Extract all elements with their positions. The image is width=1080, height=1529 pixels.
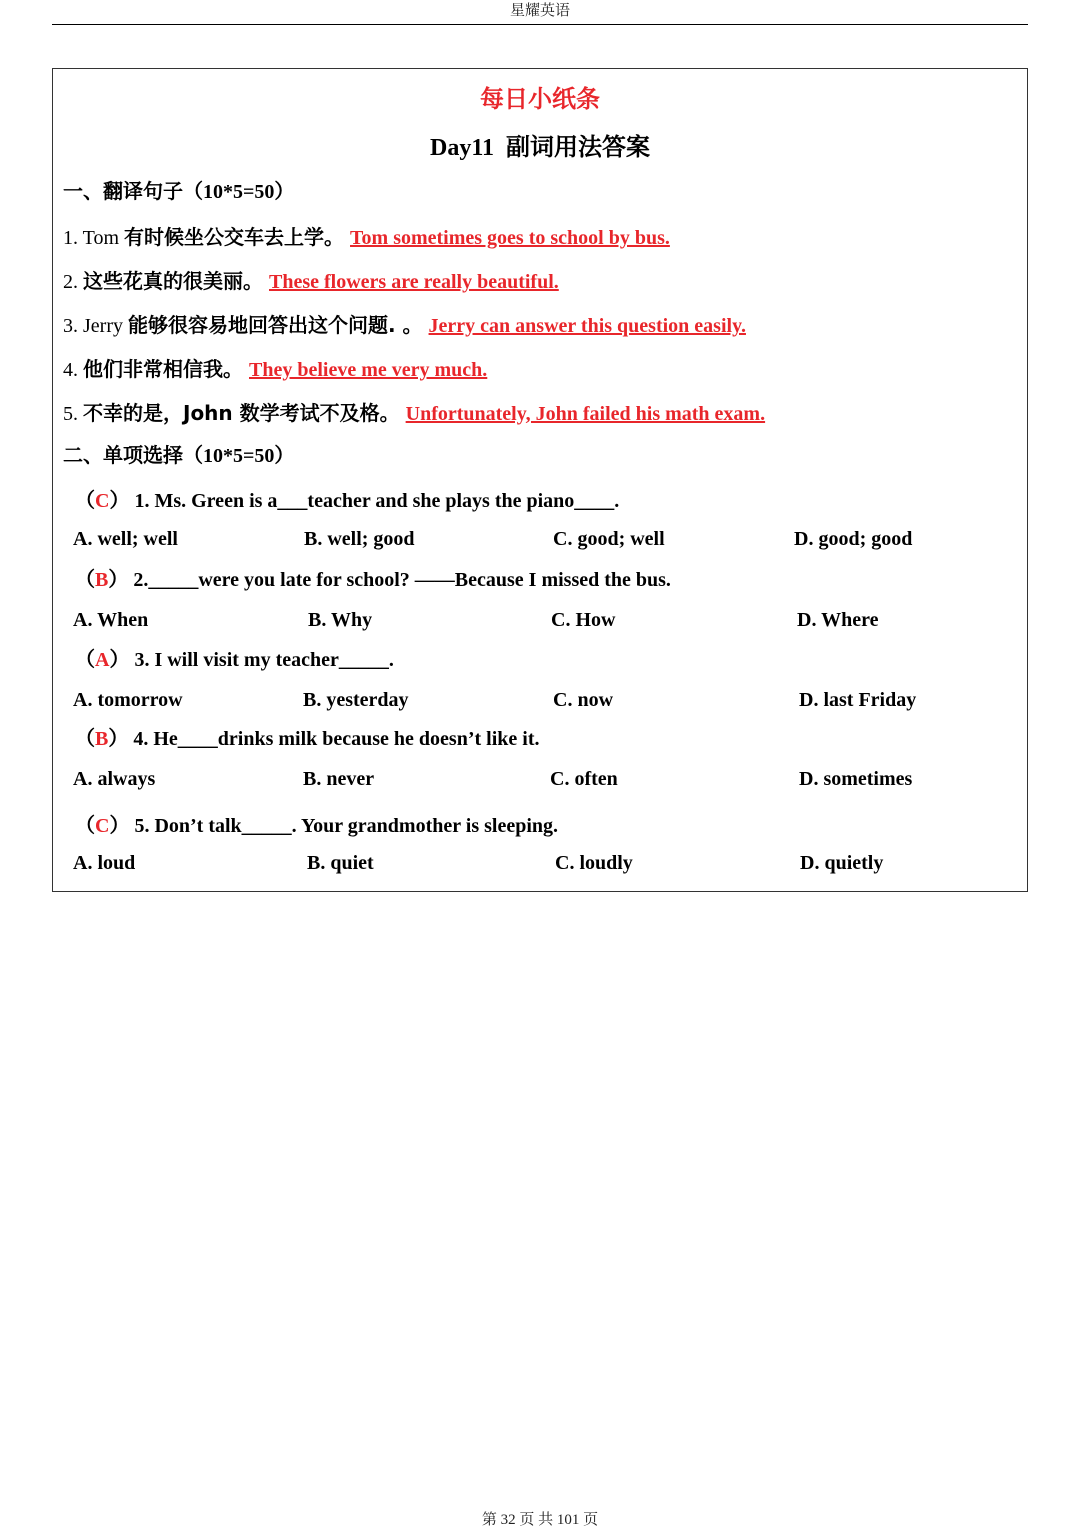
translation-item (63, 265, 559, 294)
option-a: A. When (73, 609, 149, 631)
section-label: 二、单项选择（ (63, 443, 203, 467)
translation-item (63, 397, 765, 426)
option-d: D. Where (797, 609, 879, 631)
option-c: C. often (550, 768, 618, 790)
item-chinese: 这些花真的很美丽。 (83, 269, 263, 293)
option-d: D. quietly (800, 852, 884, 874)
section-label: 一、翻译句子（ (63, 179, 203, 203)
option-c: C. How (551, 609, 616, 631)
question-stem (75, 563, 671, 592)
section-score: 10*5=50 (203, 445, 275, 467)
answer-close: ） (108, 567, 129, 591)
answer-open: （ (75, 813, 95, 837)
item-number: 1. (63, 227, 83, 249)
question-text: 1. Ms. Green is a___teacher and she plays the piano____. (129, 490, 620, 512)
answer-close: ） (109, 813, 130, 837)
item-answer: They believe me very much. (249, 359, 488, 381)
section-heading-choice (63, 439, 294, 468)
answer-close: ） (109, 647, 130, 671)
page-title: 每日小纸条 (480, 85, 600, 113)
content-box (52, 68, 1028, 892)
translation-item (63, 221, 670, 250)
question-text: 4. He____drinks milk because he doesn’t like it. (128, 728, 540, 750)
option-b: B. well; good (304, 528, 415, 550)
item-number: 3. (63, 315, 83, 337)
answer-close: ） (109, 488, 130, 512)
section-heading-translation (63, 175, 294, 204)
item-number: 4. (63, 359, 83, 381)
answer-letter: C (95, 490, 110, 512)
option-b: B. quiet (307, 852, 374, 874)
item-number: 5. (63, 403, 83, 425)
option-c: C. now (553, 689, 614, 711)
option-d: D. sometimes (799, 768, 913, 790)
answer-letter: C (95, 815, 110, 837)
option-a: A. loud (73, 852, 136, 874)
item-prefix: Jerry (83, 315, 128, 337)
answer-open: （ (75, 567, 95, 591)
option-c: C. loudly (555, 852, 633, 874)
item-chinese: 能够很容易地回答出这个问题. 。 (127, 313, 423, 337)
option-a: A. well; well (73, 528, 178, 550)
answer-letter: B (95, 728, 109, 750)
item-answer: Jerry can answer this question easily. (428, 315, 746, 337)
section-score: 10*5=50 (203, 181, 275, 203)
subtitle-topic: 副词用法答案 (506, 133, 650, 161)
option-b: B. yesterday (303, 689, 409, 711)
section-close: ） (274, 179, 295, 203)
option-c: C. good; well (553, 528, 665, 550)
answer-close: ） (108, 726, 129, 750)
option-b: B. never (303, 768, 375, 790)
answer-open: （ (75, 488, 95, 512)
section-close: ） (274, 443, 295, 467)
translation-item (63, 353, 487, 382)
item-chinese: 他们非常相信我。 (83, 357, 243, 381)
page-footer: 第 32 页 共 101 页 (481, 1512, 599, 1528)
question-stem (75, 809, 558, 838)
item-chinese: 不幸的是，John 数学考试不及格。 (83, 401, 400, 425)
subtitle-day: Day11 (429, 135, 494, 161)
option-d: D. last Friday (799, 689, 917, 711)
translation-item (63, 309, 746, 338)
question-text: 2._____were you late for school? ——Because I missed the bus. (128, 569, 671, 591)
question-text: 5. Don’t talk_____. Your grandmother is sleeping. (129, 815, 558, 837)
answer-open: （ (75, 726, 95, 750)
question-stem (75, 722, 539, 751)
question-stem (75, 484, 619, 513)
page-header: 星耀英语 (52, 0, 1028, 25)
page-subtitle (53, 127, 1027, 162)
option-a: A. always (73, 768, 156, 790)
answer-letter: B (95, 569, 109, 591)
item-answer: Unfortunately, John failed his math exam. (405, 403, 766, 425)
answer-open: （ (75, 647, 95, 671)
option-d: D. good; good (794, 528, 913, 550)
item-number: 2. (63, 271, 83, 293)
item-chinese: 有时候坐公交车去上学。 (124, 225, 345, 249)
item-prefix: Tom (82, 227, 125, 249)
question-stem (75, 643, 394, 672)
item-answer: These flowers are really beautiful. (269, 271, 559, 293)
option-b: B. Why (308, 609, 373, 631)
item-answer: Tom sometimes goes to school by bus. (350, 227, 670, 249)
option-a: A. tomorrow (73, 689, 183, 711)
answer-letter: A (95, 649, 110, 671)
question-text: 3. I will visit my teacher_____. (129, 649, 394, 671)
